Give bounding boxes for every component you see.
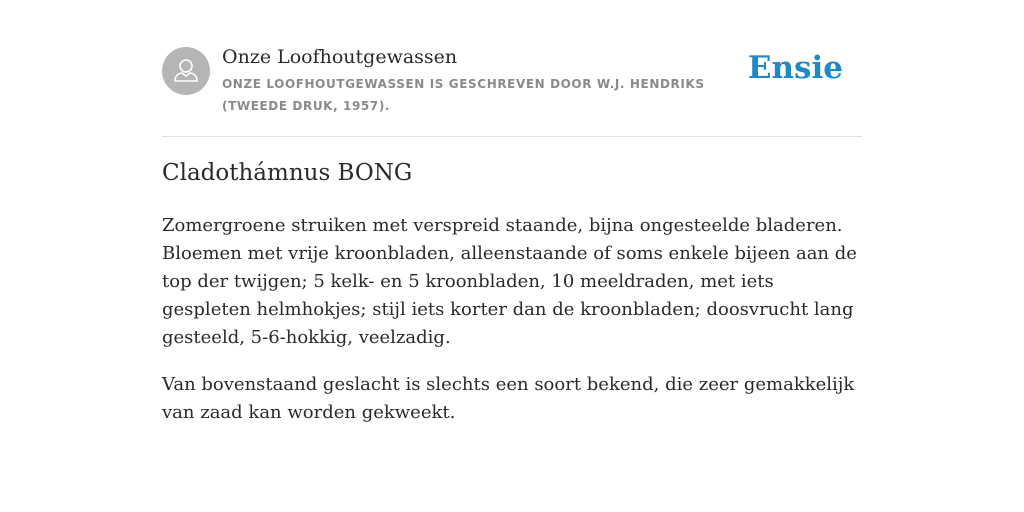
ensie-logo[interactable]: Ensie	[747, 50, 843, 86]
source-title[interactable]: Onze Loofhoutgewassen	[222, 46, 458, 68]
source-header	[162, 46, 862, 137]
avatar[interactable]	[162, 47, 210, 95]
source-description: ONZE LOOFHOUTGEWASSEN IS GESCHREVEN DOOR W.J. HENDRIKS (TWEEDE DRUK, 1957).	[222, 77, 705, 113]
entry-body	[162, 212, 862, 446]
entry-paragraph: Van bovenstaand geslacht is slechts een soort bekend, die zeer gemakkelijk van zaad kan worden gekweekt.	[162, 374, 855, 423]
entry-title: Cladothámnus BONG	[162, 160, 413, 186]
entry-paragraph: Zomergroene struiken met verspreid staande, bijna ongesteelde bladeren. Bloemen met vrije kroonbladen, alleenstaande of soms enkele bijeen aan de top der twijgen; 5 kelk- en 5 kroonbladen, 10 meeldraden, met iets gespleten helmhokjes; stijl iets korter dan de kroonbladen; doosvrucht lang gesteeld, 5-6-hokkig, veelzadig.	[162, 215, 857, 348]
user-icon	[162, 47, 210, 95]
